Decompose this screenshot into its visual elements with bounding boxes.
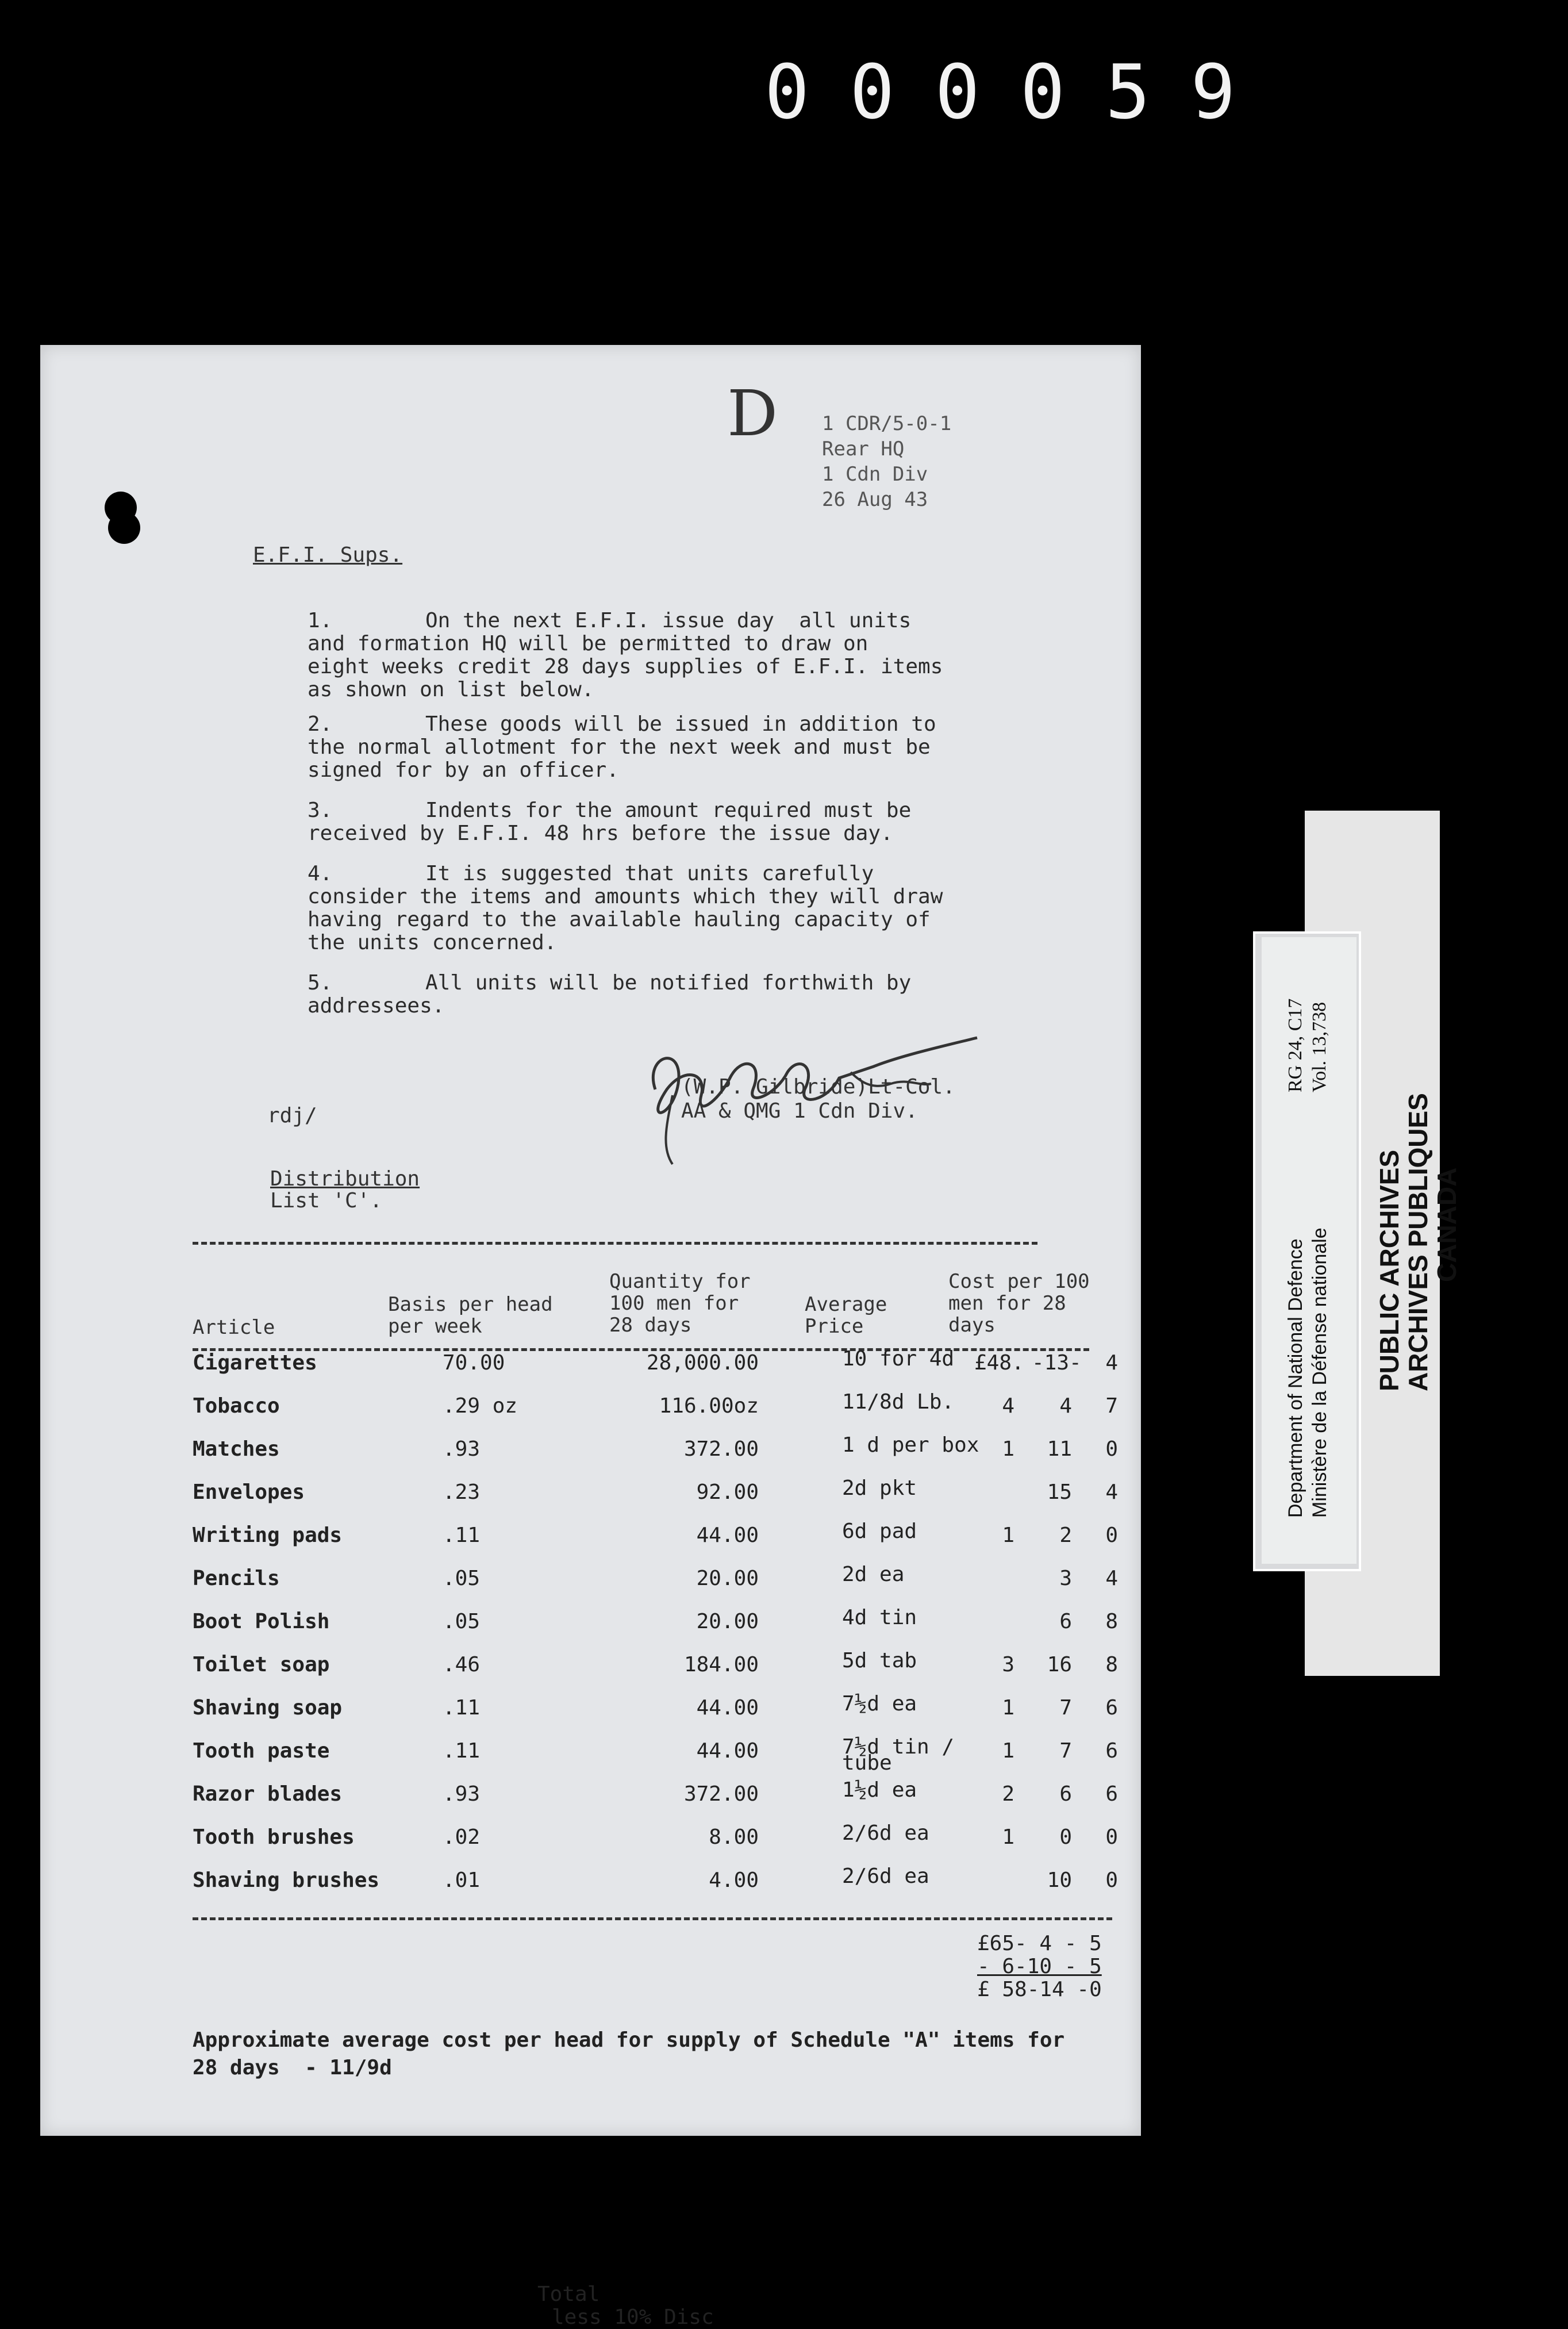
cell-price: 1½d ea (842, 1778, 917, 1802)
archive-name-fr: ARCHIVES PUBLIQUES (1403, 1093, 1433, 1391)
net-amount: £ 58-14 -0 (977, 1978, 1102, 2001)
cell-quantity: 20.00 (696, 1610, 759, 1633)
cell-price: 2d ea (842, 1563, 905, 1586)
paragraph-4 (308, 862, 1066, 954)
cell-basis: .11 (443, 1524, 481, 1547)
cell-quantity: 28,000.00 (646, 1351, 759, 1375)
microfilm-frame-number: 000059 (764, 48, 1276, 136)
paragraph-text: On the next E.F.I. issue day all units and formation HQ will be permitted to draw on eight weeks credit 28 days supplies of E.F.I. items as shown on list below. (308, 609, 943, 701)
typist-initials: rdj/ (267, 1104, 317, 1127)
table-row (193, 1864, 1141, 1903)
cell-article: Writing pads (193, 1524, 343, 1547)
reference-date: 26 Aug 43 (822, 488, 928, 511)
archive-dept-en: Department of National Defence (1285, 1238, 1306, 1518)
cell-price: 2/6d ea (842, 1864, 929, 1888)
cell-cost-pence: 6 (1105, 1782, 1118, 1806)
reference-division: 1 Cdn Div (822, 463, 928, 486)
cell-quantity: 372.00 (683, 1782, 759, 1806)
header-basis: Basis per head per week (388, 1293, 553, 1338)
cell-cost-pence: 7 (1105, 1394, 1118, 1418)
paragraph-5 (308, 972, 1066, 1018)
table-row (193, 1735, 1141, 1775)
cell-quantity: 44.00 (696, 1739, 759, 1763)
archive-country: CANADA (1432, 1167, 1462, 1282)
cell-basis: .46 (443, 1653, 481, 1676)
cell-cost-shillings: 3 (1059, 1567, 1072, 1590)
cell-cost-pounds: 1 (1002, 1696, 1014, 1720)
discount-amount: - 6-10 - 5 (977, 1955, 1102, 1978)
cell-price: 2/6d ea (842, 1821, 929, 1845)
pencil-mark: D (727, 377, 778, 450)
cell-quantity: 44.00 (696, 1524, 759, 1547)
paragraph-number: 3. (308, 799, 333, 822)
punch-hole (105, 492, 139, 543)
cell-quantity: 92.00 (696, 1480, 759, 1504)
header-quantity: Quantity for 100 men for 28 days (609, 1270, 751, 1337)
cell-price: 1 d per box (842, 1433, 979, 1457)
reference-block (822, 411, 951, 512)
cell-cost-pence: 0 (1105, 1524, 1118, 1547)
table-row (193, 1520, 1141, 1558)
total-label: Total (537, 2282, 600, 2306)
cell-cost-pence: 4 (1105, 1480, 1118, 1504)
table-row (193, 1390, 1141, 1429)
distribution-list: List 'C'. (270, 1189, 383, 1213)
cell-cost-pounds: 1 (1002, 1524, 1014, 1547)
cell-cost-shillings: 2 (1059, 1524, 1072, 1547)
table-row (193, 1821, 1141, 1860)
cell-cost-shillings: 16 (1047, 1653, 1072, 1676)
paragraph-number: 4. (308, 862, 333, 885)
table-row (193, 1606, 1141, 1644)
paragraph-2 (308, 713, 1066, 782)
cell-quantity: 44.00 (696, 1696, 759, 1720)
cell-price: 5d tab (842, 1649, 917, 1672)
cell-cost-pounds: 1 (1002, 1825, 1014, 1849)
cell-cost-pence: 4 (1105, 1351, 1118, 1375)
archive-volume: Vol. 13,738 (1309, 1002, 1330, 1092)
cell-price: 4d tin (842, 1606, 917, 1629)
cell-cost-shillings: 6 (1059, 1782, 1072, 1806)
table-row (193, 1563, 1141, 1601)
cell-cost-pence: 4 (1105, 1567, 1118, 1590)
cell-basis: .05 (443, 1610, 481, 1633)
table-row (193, 1778, 1141, 1817)
cell-cost-shillings: 15 (1047, 1480, 1072, 1504)
cell-article: Boot Polish (193, 1610, 330, 1633)
paragraph-number: 1. (308, 609, 333, 632)
paragraph-text: It is suggested that units carefully consider the items and amounts which they will draw having regard to the available hauling capacity of the units concerned. (308, 862, 943, 954)
approximate-cost-note: Approximate average cost per head for supply of Schedule "A" items for 28 days - 11/9d (193, 2028, 1065, 2079)
subject-line: E.F.I. Sups. (253, 543, 403, 567)
cell-basis: .02 (443, 1825, 481, 1849)
cell-basis: .23 (443, 1480, 481, 1504)
paragraph-number: 5. (308, 971, 333, 995)
table-row (193, 1692, 1141, 1731)
archive-record-group: RG 24, C17 (1285, 998, 1306, 1092)
table-top-rule (193, 1242, 1037, 1245)
cell-quantity: 372.00 (683, 1437, 759, 1461)
cell-cost-pounds: 1 (1002, 1437, 1014, 1461)
header-article: Article (193, 1316, 275, 1339)
cell-cost-pence: 0 (1105, 1437, 1118, 1461)
distribution-heading: Distribution (270, 1167, 420, 1191)
table-row (193, 1347, 1141, 1386)
archive-name-en: PUBLIC ARCHIVES (1374, 1150, 1404, 1391)
cell-basis: .01 (443, 1868, 481, 1892)
cell-price: 6d pad (842, 1520, 917, 1543)
cell-article: Pencils (193, 1567, 280, 1590)
cell-article: Cigarettes (193, 1351, 317, 1375)
cell-cost-pence: 8 (1105, 1653, 1118, 1676)
cell-basis: .11 (443, 1739, 481, 1763)
cell-basis: 70.00 (443, 1351, 505, 1375)
signatory-name: (W.P. Gilbride)Lt-Col. (681, 1075, 955, 1099)
cell-basis: .05 (443, 1567, 481, 1590)
archive-dept-fr: Ministère de la Défense nationale (1309, 1227, 1331, 1518)
cell-article: Toilet soap (193, 1653, 330, 1676)
cell-cost-pence: 0 (1105, 1825, 1118, 1849)
discount-label: less 10% Disc (552, 2305, 714, 2329)
table-row (193, 1476, 1141, 1515)
cell-basis: .11 (443, 1696, 481, 1720)
cell-cost-shillings: 11 (1047, 1437, 1072, 1461)
table-row (193, 1433, 1141, 1472)
total-amount: £65- 4 - 5 (977, 1932, 1102, 1955)
signatory-title: AA & QMG 1 Cdn Div. (681, 1099, 918, 1123)
cell-cost-shillings: -13- (1032, 1351, 1082, 1375)
paragraph-1 (308, 609, 1066, 701)
reference-hq: Rear HQ (822, 438, 905, 461)
header-price: Average Price (805, 1293, 887, 1338)
cell-quantity: 116.00oz (659, 1394, 759, 1418)
cell-cost-pence: 8 (1105, 1610, 1118, 1633)
cell-cost-pence: 0 (1105, 1868, 1118, 1892)
paragraph-number: 2. (308, 712, 333, 736)
cell-quantity: 20.00 (696, 1567, 759, 1590)
cell-quantity: 8.00 (709, 1825, 759, 1849)
paragraph-text: These goods will be issued in addition to the normal allotment for the next week and must be signed for by an officer. (308, 712, 936, 782)
cell-cost-pounds: 3 (1002, 1653, 1014, 1676)
cell-article: Tooth paste (193, 1739, 330, 1763)
cell-basis: .93 (443, 1782, 481, 1806)
paragraph-3 (308, 799, 1066, 845)
reference-file: 1 CDR/5-0-1 (822, 412, 952, 435)
cell-price: 10 for 4d (842, 1347, 955, 1371)
cell-price: 11/8d Lb. (842, 1390, 955, 1414)
cell-quantity: 4.00 (709, 1868, 759, 1892)
cell-article: Shaving brushes (193, 1868, 380, 1892)
cell-cost-pounds: 4 (1002, 1394, 1014, 1418)
table-row (193, 1649, 1141, 1687)
cell-cost-pence: 6 (1105, 1696, 1118, 1720)
cell-article: Tooth brushes (193, 1825, 355, 1849)
cell-cost-pounds: 2 (1002, 1782, 1014, 1806)
cell-basis: .29 oz (443, 1394, 518, 1418)
cell-price: 2d pkt (842, 1476, 917, 1500)
cell-cost-shillings: 7 (1059, 1739, 1072, 1763)
cell-article: Matches (193, 1437, 280, 1461)
archive-label (1262, 937, 1356, 1564)
cell-article: Envelopes (193, 1480, 305, 1504)
cell-cost-pence: 6 (1105, 1739, 1118, 1763)
cell-article: Shaving soap (193, 1696, 343, 1720)
header-cost: Cost per 100 men for 28 days (948, 1270, 1090, 1337)
cell-cost-pounds: 1 (1002, 1739, 1014, 1763)
cell-cost-shillings: 0 (1059, 1825, 1072, 1849)
cell-cost-shillings: 10 (1047, 1868, 1072, 1892)
cell-cost-shillings: 6 (1059, 1610, 1072, 1633)
cell-price: 7½d ea (842, 1692, 917, 1716)
cell-article: Razor blades (193, 1782, 343, 1806)
table-bottom-rule (193, 1917, 1112, 1920)
paragraph-text: All units will be notified forthwith by addressees. (308, 971, 912, 1018)
cell-cost-shillings: 7 (1059, 1696, 1072, 1720)
paragraph-text: Indents for the amount required must be received by E.F.I. 48 hrs before the issue day. (308, 799, 912, 845)
cell-article: Tobacco (193, 1394, 280, 1418)
cell-cost-shillings: 4 (1059, 1394, 1072, 1418)
cell-cost-pounds: £48. (974, 1351, 1024, 1375)
document-page (40, 345, 1141, 2329)
cell-price: 7½d tin / tube (842, 1735, 955, 1775)
cell-basis: .93 (443, 1437, 481, 1461)
cell-quantity: 184.00 (683, 1653, 759, 1676)
